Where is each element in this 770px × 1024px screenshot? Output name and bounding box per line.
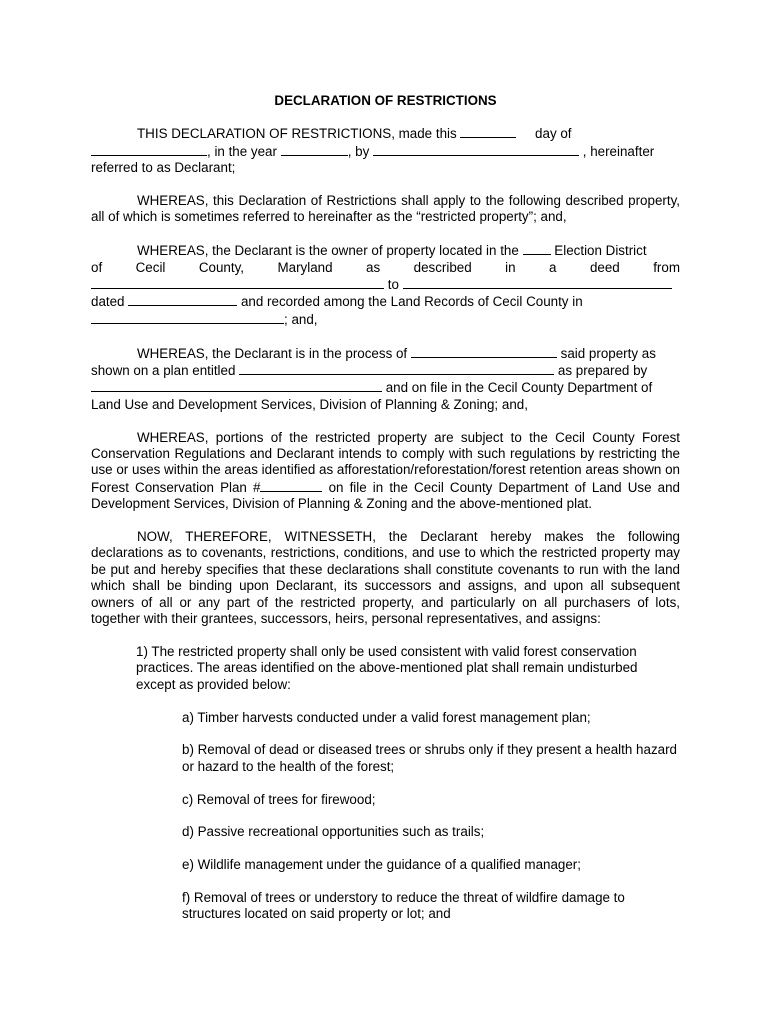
deed-from-blank[interactable] [91, 276, 384, 289]
whereas2-text-b: Election District [554, 243, 647, 259]
restriction-subitem: f) Removal of trees or understory to reduce the threat of wildfire damage to structures located on said property or lot; and [182, 889, 625, 922]
whereas2-text-c: of Cecil County, Maryland as described in a deed from [91, 259, 680, 275]
paragraph-now-therefore: NOW, THEREFORE, WITNESSETH, the Declarant hereby makes the following declarations as to covenants, restrictions, conditions, and use to which the restricted property may be put and hereby specifies that these declarations shall constitute covenants to run with the land which shall be binding upon Declarant, its successors and assigns, and upon all subsequent owners of all or any part of the restricted property, and particularly on all purchasers of lots, together with their grantees, successors, heirs, personal representatives, and assigns: [91, 529, 680, 627]
restriction-subitem: a) Timber harvests conducted under a valid forest management plan; [182, 709, 591, 725]
paragraph-intro [91, 125, 680, 176]
intro-text-b: day of [535, 126, 572, 142]
process-blank[interactable] [411, 345, 557, 358]
paragraph-whereas-3 [91, 345, 680, 414]
whereas4-text-b: on file in the Cecil County Department of Land Use and Development Services, Division of Planning & Zoning and the above-mentioned plat. [91, 479, 680, 512]
whereas3-line-3 [91, 379, 680, 396]
whereas3-text-f: Land Use and Development Services, Division of Planning & Zoning; and, [91, 396, 528, 412]
intro-text-a: THIS DECLARATION OF RESTRICTIONS, made this [137, 126, 457, 142]
year-blank[interactable] [281, 143, 348, 156]
whereas4-text-a: WHEREAS, portions of the restricted property are subject to the Cecil County Forest Conservation Regulations and Declarant intends to comply with such regulations by restricting the use or uses within the areas identified as afforestation/reforestation/forest retention areas shown on Forest Conservation Plan # [91, 429, 680, 495]
document-title: DECLARATION OF RESTRICTIONS [274, 93, 497, 108]
day-blank[interactable] [460, 125, 516, 138]
restriction-subitem: e) Wildlife management under the guidance of a qualified manager; [182, 857, 581, 873]
deed-to-blank[interactable] [403, 276, 672, 289]
declarant-blank[interactable] [373, 143, 579, 156]
paragraph-whereas-2 [91, 242, 680, 328]
whereas2-line-3 [91, 276, 680, 293]
intro-text-d: , by [347, 143, 370, 159]
forest-plan-number-blank[interactable] [260, 479, 322, 492]
whereas3-text-c: shown on a plan entitled [91, 363, 236, 379]
plan-title-blank[interactable] [239, 362, 554, 375]
paragraph-whereas-4 [91, 430, 680, 513]
document-page [91, 93, 680, 939]
whereas2-text-e: dated [91, 294, 125, 310]
whereas2-text-f: and recorded among the Land Records of Cecil County in [240, 294, 583, 310]
whereas3-text-e: and on file in the Cecil County Department of [385, 380, 653, 396]
whereas2-text-d: to [387, 277, 399, 293]
whereas3-text-a: WHEREAS, the Declarant is in the process of [137, 345, 408, 361]
paragraph-whereas-1: WHEREAS, this Declaration of Restrictions shall apply to the following described property, all of which is sometimes referred to hereinafter as the “restricted property”; and, [91, 193, 680, 225]
election-district-blank[interactable] [523, 242, 551, 255]
whereas2-line-4 [91, 293, 680, 310]
prepared-by-blank[interactable] [91, 379, 382, 392]
whereas2-line-5 [91, 311, 680, 328]
intro-line-2 [91, 143, 680, 160]
restriction-subitem: d) Passive recreational opportunities such as trails; [182, 824, 485, 840]
restriction-item-1: 1) The restricted property shall only be used consistent with valid forest conservation practices. The areas identified on the above-mentioned plat shall remain undisturbed except as provided below: [136, 643, 638, 692]
intro-text-e: , hereinafter [582, 143, 655, 159]
restriction-subitem: c) Removal of trees for firewood; [182, 791, 376, 807]
land-records-blank[interactable] [91, 311, 284, 324]
whereas3-text-d: as prepared by [557, 363, 648, 379]
whereas2-text-g: ; and, [284, 311, 318, 327]
date-blank[interactable] [91, 143, 207, 156]
whereas3-text-b: said property as [560, 345, 656, 361]
intro-text-c: , in the year [207, 143, 277, 159]
restriction-subitem: b) Removal of dead or diseased trees or shrubs only if they present a health hazard or hazard to the health of the forest; [182, 742, 677, 774]
intro-text-f: referred to as Declarant; [91, 160, 236, 176]
dated-blank[interactable] [128, 293, 237, 306]
whereas3-line-2 [91, 362, 680, 379]
whereas2-text-a: WHEREAS, the Declarant is the owner of property located in the [137, 243, 519, 259]
